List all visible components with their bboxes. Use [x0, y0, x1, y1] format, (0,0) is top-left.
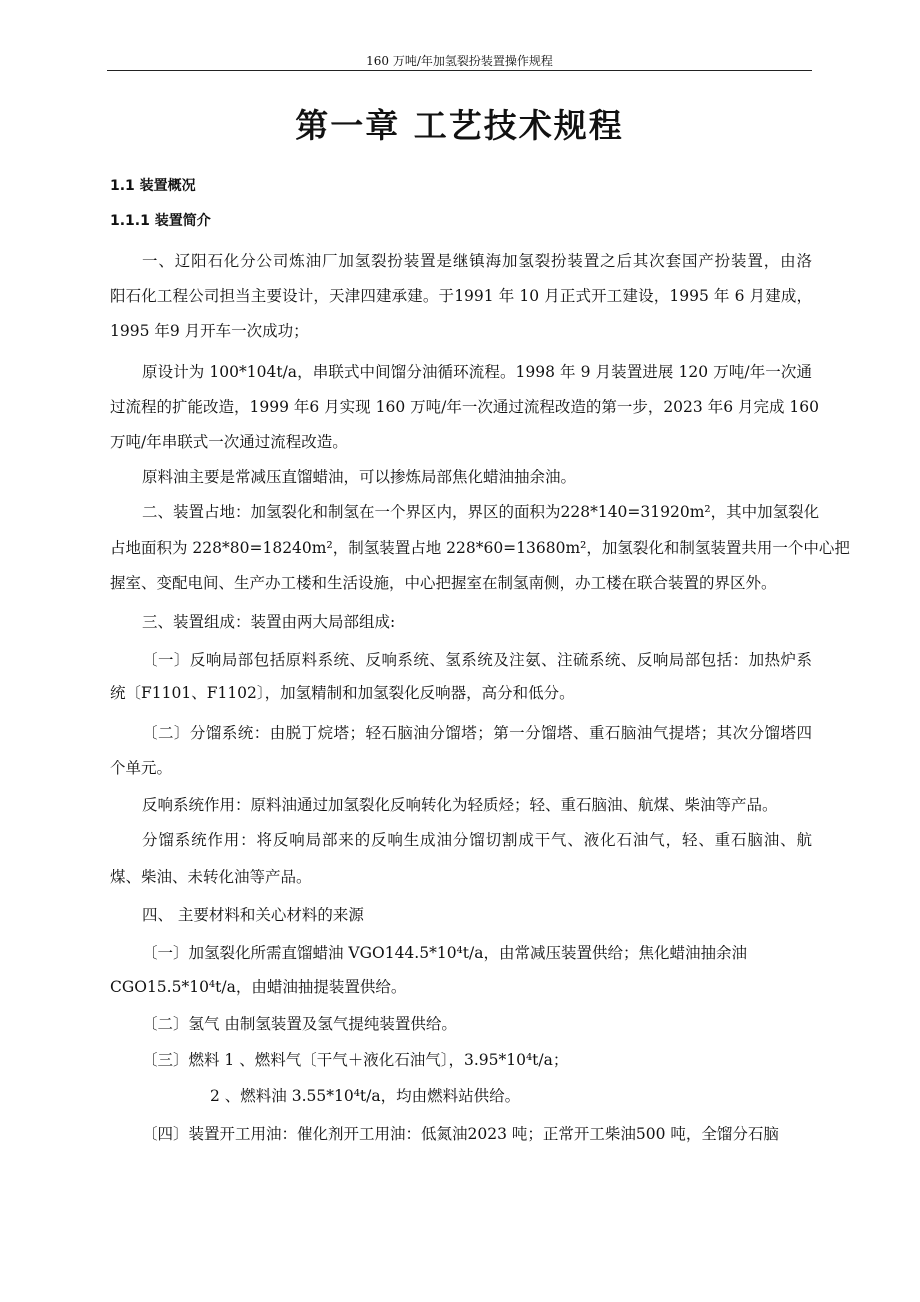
section-heading: 1.1 装置概况 — [110, 178, 196, 194]
paragraph-line: 占地面积为 228*80=18240m²，制氢装置占地 228*60=13680m²，加氢裂化和制氢装置共用一个中心把 — [110, 539, 850, 557]
paragraph-line: CGO15.5*10⁴t/a，由蜡油抽提装置供给。 — [110, 978, 407, 996]
paragraph-line: 煤、柴油、未转化油等产品。 — [110, 868, 312, 886]
paragraph-line: 2 、燃料油 3.55*10⁴t/a，均由燃料站供给。 — [210, 1087, 521, 1105]
header-divider — [107, 70, 812, 71]
paragraph-line: 原设计为 100*104t/a，串联式中间馏分油循环流程。1998 年 9 月装置进展 120 万吨/年一次通 — [142, 363, 812, 381]
paragraph-line: 〔二〕氢气 由制氢装置及氢气提纯装置供给。 — [142, 1015, 457, 1033]
paragraph-line: 分馏系统作用：将反响局部来的反响生成油分馏切割成干气、液化石油气，轻、重石脑油、航 — [142, 831, 812, 849]
paragraph-line: 〔三〕燃料 1 、燃料气〔干气＋液化石油气〕，3.95*10⁴t/a； — [142, 1051, 569, 1069]
paragraph-line: 个单元。 — [110, 759, 173, 777]
paragraph-line: 过流程的扩能改造，1999 年6 月实现 160 万吨/年一次通过流程改造的第一步，2023 年6 月完成 160 — [110, 398, 819, 416]
paragraph-line: 〔二〕分馏系统：由脱丁烷塔；轻石脑油分馏塔；第一分馏塔、重石脑油气提塔；其次分馏塔四 — [142, 724, 812, 742]
paragraph-line: 四、 主要材料和关心材料的来源 — [142, 906, 364, 924]
paragraph-line: 万吨/年串联式一次通过流程改造。 — [110, 433, 348, 451]
paragraph-line: 原料油主要是常减压直馏蜡油，可以掺炼局部焦化蜡油抽余油。 — [142, 468, 577, 486]
paragraph-line: 阳石化工程公司担当主要设计，天津四建承建。于1991 年 10 月正式开工建设，1995 年 6 月建成， — [110, 287, 812, 305]
paragraph-line: 二、装置占地：加氢裂化和制氢在一个界区内，界区的面积为228*140=31920m²，其中加氢裂化 — [142, 503, 820, 521]
paragraph-line: 〔一〕加氢裂化所需直馏蜡油 VGO144.5*10⁴t/a，由常减压装置供给；焦化蜡油抽余油 — [142, 944, 747, 962]
running-header: 160 万吨/年加氢裂扮装置操作规程 — [366, 54, 553, 68]
paragraph-line: 握室、变配电间、生产办工楼和生活设施，中心把握室在制氢南侧，办工楼在联合装置的界区外。 — [110, 574, 777, 592]
subsection-heading: 1.1.1 装置简介 — [110, 213, 211, 229]
paragraph-line: 〔四〕装置开工用油：催化剂开工用油：低氮油2023 吨；正常开工柴油500 吨，全馏分石脑 — [142, 1125, 779, 1143]
paragraph-line: 统〔F1101、F1102〕，加氢精制和加氢裂化反响器，高分和低分。 — [110, 684, 575, 702]
paragraph-line: 一、辽阳石化分公司炼油厂加氢裂扮装置是继镇海加氢裂扮装置之后其次套国产扮装置，由洛 — [142, 252, 812, 270]
paragraph-line: 1995 年9 月开车一次成功； — [110, 322, 309, 340]
paragraph-line: 反响系统作用：原料油通过加氢裂化反响转化为轻质烃；轻、重石脑油、航煤、柴油等产品。 — [142, 796, 778, 814]
paragraph-line: 〔一〕反响局部包括原料系统、反响系统、氢系统及注氨、注硫系统、反响局部包括：加热炉系 — [142, 651, 812, 669]
chapter-title: 第一章 工艺技术规程 — [295, 106, 624, 145]
paragraph-line: 三、装置组成：装置由两大局部组成: — [142, 613, 396, 631]
